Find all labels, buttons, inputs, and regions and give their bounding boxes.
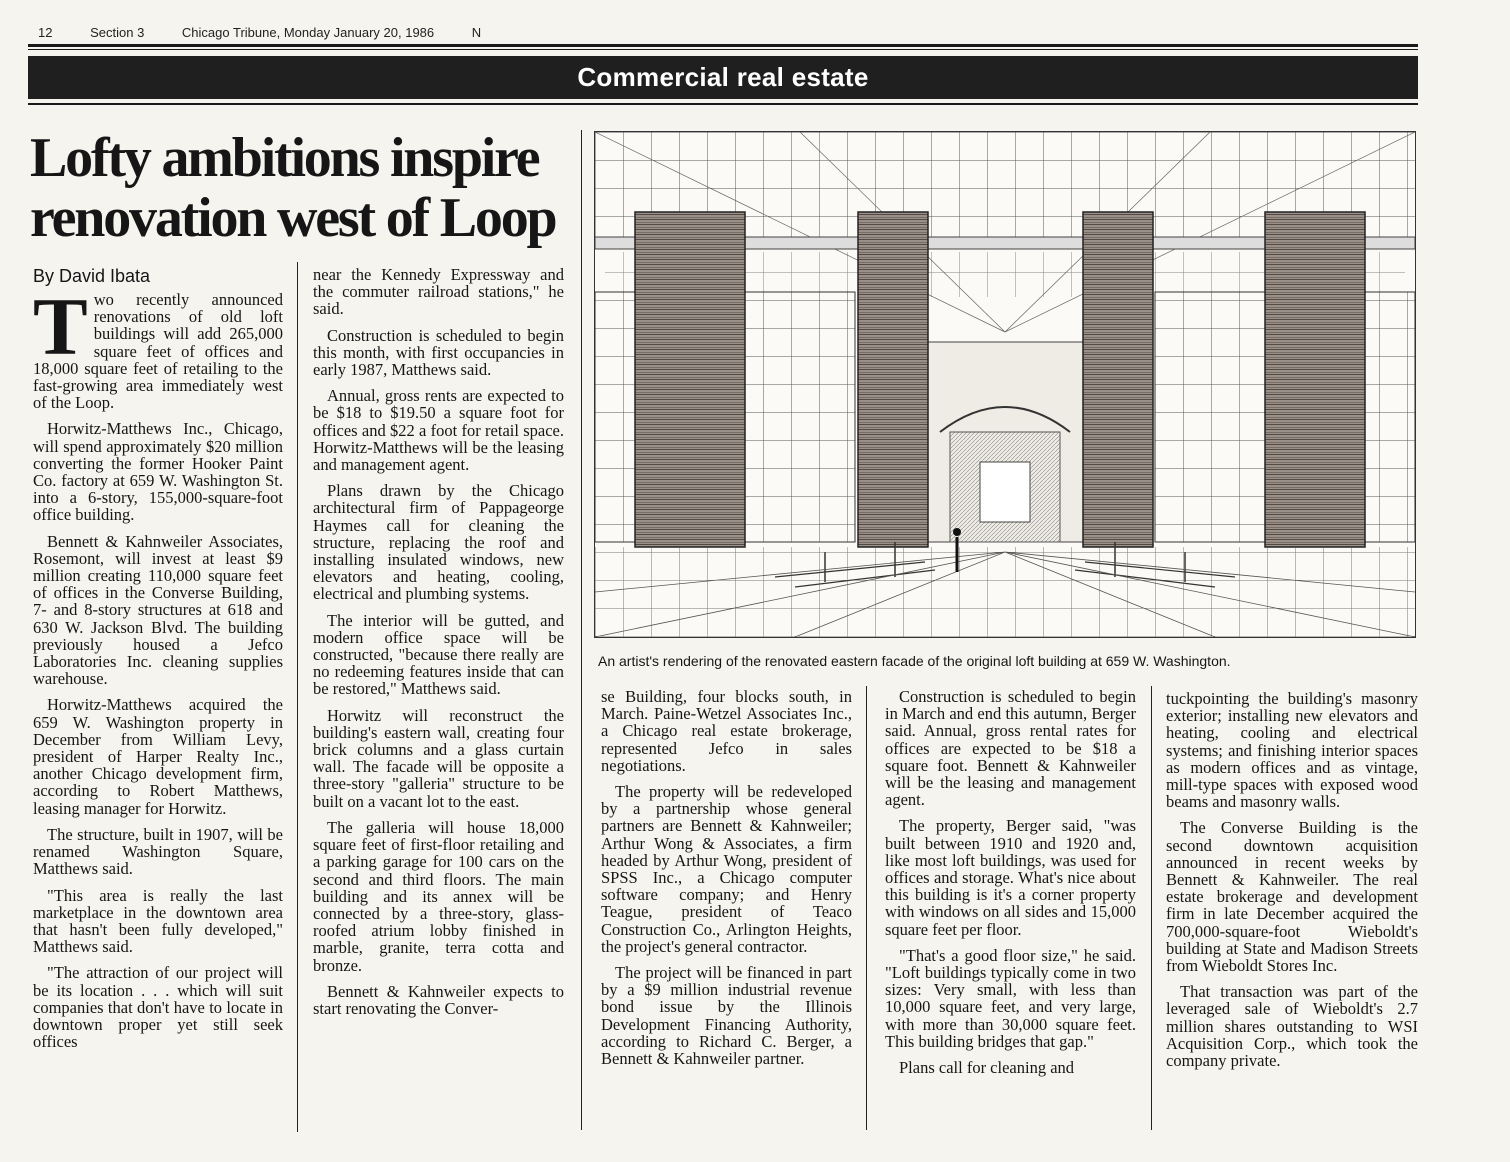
article-paragraph: The Converse Building is the second downtown acquisition announced in recent weeks by Bennett & Kahnweiler. The real estate brokerage and development firm in late December acquired the 700,000-square-foot Wieboldt's building at State and Madison Streets from Wieboldt Stores Inc. <box>1166 818 1418 976</box>
article-column-3 <box>601 688 852 1076</box>
article-paragraph: The interior will be gutted, and modern office space will be constructed, "because there really are no redeeming features inside that can be restored," Matthews said. <box>313 610 564 699</box>
drop-cap: T <box>33 281 88 372</box>
section-label: Section 3 <box>90 25 145 40</box>
column-rule <box>866 686 867 1130</box>
article-column-4 <box>885 688 1136 1085</box>
article-paragraph: Construction is scheduled to begin this month, with first occupancies in early 1987, Matthews said. <box>313 325 564 380</box>
top-rule-thin <box>28 49 1418 50</box>
article-paragraph: "This area is really the last marketplace in the downtown area that hasn't been fully developed," Matthews said. <box>33 885 283 957</box>
article-paragraph: The project will be financed in part by a $9 million industrial revenue bond issue by the Illinois Development Financing Authority, according to Richard C. Berger, a Bennett & Kahnweiler partner. <box>601 963 852 1069</box>
article-column-5 <box>1166 690 1418 1078</box>
byline: By David Ibata <box>33 266 151 286</box>
figure-caption: An artist's rendering of the renovated eastern facade of the original loft building at 659 W. Washington. <box>598 653 1231 669</box>
article-paragraph: Construction is scheduled to begin in March and end this autumn, Berger said. Annual, gross rental rates for offices are expected to be $18 a square foot. Bennett & Kahnweiler will be the leasing and management agent. <box>885 687 1136 810</box>
article-paragraph: The property, Berger said, "was built between 1910 and 1920 and, like most loft buildings, was used for offices and storage. What's nice about this building is it's a corner property with windows on all sides and 15,000 square feet per floor. <box>885 816 1136 939</box>
article-paragraph: Horwitz-Matthews acquired the 659 W. Washington property in December from William Levy, president of Harper Realty Inc., another Chicago development firm, according to Robert Matthews, leasing manager for Horwitz. <box>33 695 283 818</box>
article-paragraph: se Building, four blocks south, in March. Paine-Wetzel Associates Inc., a Chicago real estate brokerage, represented Jefco in sales negotiations. <box>601 687 852 775</box>
article-paragraph: Two recently announced renovations of old loft buildings will add 265,000 square feet of offices and 18,000 square feet of retailing to the fast-growing area immediately west of the Loop. <box>33 281 283 413</box>
article-paragraph: Horwitz will reconstruct the building's eastern wall, creating four brick columns and a glass curtain wall. The facade will be opposite a three-story "galleria" structure to be built on a vacant lot to the east. <box>313 705 564 811</box>
article-paragraph: That transaction was part of the leveraged sale of Wieboldt's 2.7 million shares outstanding to WSI Acquisition Corp., which took the company private. <box>1166 982 1418 1071</box>
column-rule <box>581 130 582 1130</box>
top-rule <box>28 44 1418 47</box>
article-paragraph: The property will be redeveloped by a partnership whose general partners are Bennett & Kahnweiler; Arthur Wong & Associates, a firm headed by Arthur Wong, president of SPSS Inc., a Chicago computer software company; and Henry Teague, president of Teaco Construction Co., Arlington Heights, the project's general contractor. <box>601 782 852 956</box>
article-paragraph: "That's a good floor size," he said. "Loft buildings typically come in two sizes: Very small, with less than 10,000 square feet, and very large, with more than 30,000 square feet. This building bridges that gap." <box>885 945 1136 1051</box>
headline: Lofty ambitions inspire renovation west of Loop <box>30 127 556 249</box>
article-column-2 <box>313 266 564 1026</box>
column-rule <box>297 262 298 1132</box>
article-column-1 <box>33 281 283 1059</box>
article-paragraph: tuckpointing the building's masonry exterior; installing new elevators and heating, cooling and electrical systems; and finishing interior spaces as modern offices and as vintage, mill-type spaces with exposed wood beams and masonry walls. <box>1166 689 1418 812</box>
article-paragraph: near the Kennedy Expressway and the commuter railroad stations," he said. <box>313 265 564 319</box>
page-number: 12 <box>38 25 53 40</box>
article-paragraph: Bennett & Kahnweiler Associates, Rosemont, will invest at least $9 million creating 110,000 square feet of offices in the Converse Building, 7- and 8-story structures at 618 and 630 W. Jackson Blvd. The building previously housed a Jefco Laboratories Inc. cleaning supplies warehouse. <box>33 531 283 689</box>
article-paragraph: Annual, gross rents are expected to be $18 to $19.50 a square foot for offices and $22 a foot for retail space. Horwitz-Matthews will be the leasing and management agent. <box>313 386 564 475</box>
rendering-drawing <box>595 132 1415 637</box>
article-paragraph: "The attraction of our project will be its location . . . which will suit companies that don't have to locate in downtown proper yet still seek offices <box>33 963 283 1052</box>
column-rule <box>1151 686 1152 1130</box>
article-paragraph: Plans drawn by the Chicago architectural firm of Pappageorge Haymes call for cleaning the structure, replacing the roof and installing insulated windows, new elevators and heating, cooling, electrical and plumbing systems. <box>313 481 564 604</box>
publication-date: Chicago Tribune, Monday January 20, 1986 <box>181 25 435 40</box>
edition-mark: N <box>471 25 482 40</box>
article-paragraph: Horwitz-Matthews Inc., Chicago, will spend approximately $20 million converting the former Hooker Paint Co. factory at 659 W. Washington St. into a 6-story, 155,000-square-foot office building. <box>33 419 283 525</box>
architectural-rendering <box>594 131 1416 638</box>
section-banner: Commercial real estate <box>28 56 1418 99</box>
article-paragraph: The structure, built in 1907, will be renamed Washington Square, Matthews said. <box>33 824 283 879</box>
article-paragraph: The galleria will house 18,000 square feet of first-floor retailing and a parking garage for 100 cars on the second and third floors. The main building and its annex will be connected by a three-story, glass-roofed atrium lobby finished in marble, granite, terra cotta and bronze. <box>313 817 564 975</box>
banner-underline <box>28 103 1418 105</box>
article-paragraph: Bennett & Kahnweiler expects to start renovating the Conver- <box>313 981 564 1018</box>
page-masthead <box>38 25 515 40</box>
article-paragraph: Plans call for cleaning and <box>899 1058 1075 1078</box>
